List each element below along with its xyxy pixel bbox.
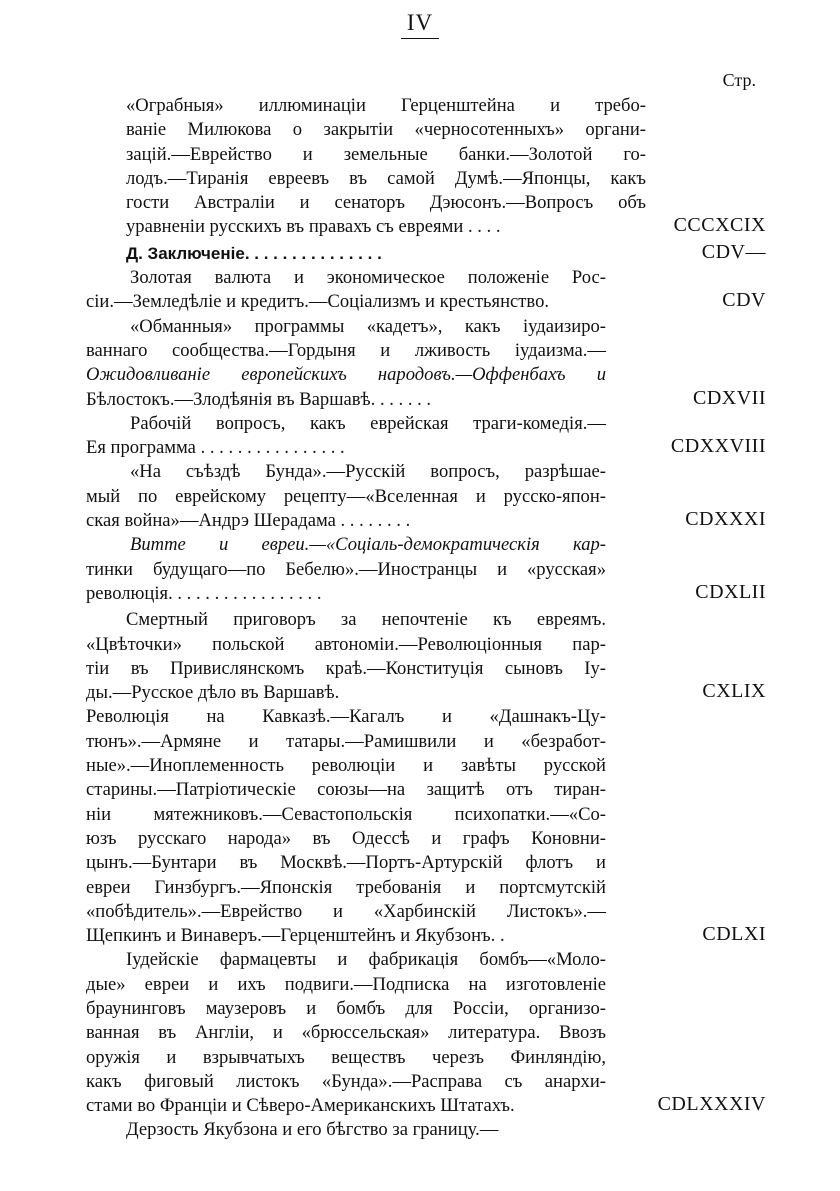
entry-line: Революція на Кавказѣ.—Кагалъ и «Дашнакъ-Цу- (86, 706, 606, 728)
entry-page: CDV— (701, 240, 766, 263)
entry-line: оружія и взрывчатыхъ веществъ черезъ Финляндію, (86, 1046, 606, 1068)
entry-line: Рабочій вопросъ, какъ еврейская траги-комедія.— (130, 412, 606, 434)
entry-line: браунинговъ маузеровъ и бомбъ для Россіи, организо- (86, 997, 606, 1019)
toc-entry (86, 1118, 766, 1142)
entry-line: Смертный приговоръ за непочтеніе къ евреямъ. (126, 609, 606, 631)
entry-line: ные».—Иноплеменность революціи и завѣты русской (86, 755, 606, 777)
page-column-label: Стр. (722, 70, 756, 90)
entry-line: Золотая валюта и экономическое положеніе Рос- (130, 267, 606, 289)
entry-line: Щепкинъ и Винаверъ.—Герценштейнъ и Якубзонъ. . (86, 925, 505, 947)
entry-text (86, 315, 606, 412)
entry-text (86, 533, 606, 606)
entry-line: зацій.—Еврейство и земельные банки.—Золотой го- (126, 143, 646, 165)
section-heading: Д. Заключеніе. . . . . . . . . . . . . . . (126, 243, 382, 263)
entry-page: CDXVII (693, 386, 766, 409)
entry-line: гости Австраліи и сенаторъ Дэюсонъ.—Вопросъ объ (126, 192, 646, 214)
toc-entry (86, 460, 766, 533)
toc-entry (86, 705, 766, 948)
entry-line: старины.—Патріотическіе союзы—на защитѣ отъ тиран- (86, 779, 606, 801)
entry-line: «Обманныя» программы «кадетъ», какъ іудаизиро- (130, 315, 606, 337)
toc-entry (86, 608, 766, 705)
entry-line: Ея программа . . . . . . . . . . . . . . . . (86, 437, 345, 459)
entry-text (86, 94, 646, 240)
entry-line: ваннаго сообщества.—Гордыня и лживость іудаизма.— (86, 339, 606, 361)
entry-text (86, 460, 606, 533)
toc-entry (86, 266, 766, 315)
entry-line: тюнъ».—Армяне и татары.—Рамишвили и «безработ- (86, 730, 606, 752)
entry-page (606, 1141, 766, 1143)
entry-line: какъ фиговый листокъ «Бунда».—Расправа съ анархи- (86, 1070, 606, 1092)
toc-entry (86, 94, 766, 240)
page-number: IV (401, 10, 439, 39)
entry-line: Дерзость Якубзона и его бѣгство за границу.— (126, 1119, 499, 1141)
entry-page: CDLXI (702, 923, 766, 946)
entry-page: CXLIX (702, 680, 766, 703)
entry-line: «На съѣздѣ Бунда».—Русскій вопросъ, разрѣшае- (130, 461, 606, 483)
entry-text (86, 608, 606, 705)
entry-line: лодъ.—Тиранія евреевъ въ самой Думѣ.—Японцы, какъ (126, 167, 646, 189)
toc-entry (86, 948, 766, 1118)
entry-line: Ожидовливаніе европейскихъ народовъ.—Оффенбахъ и (86, 364, 606, 386)
entry-line: ская война»—Андрэ Шерадама . . . . . . . . (86, 510, 411, 532)
entry-page: CDV (722, 289, 766, 312)
entry-line: цынъ.—Бунтари въ Москвѣ.—Портъ-Артурскій флотъ и (86, 852, 606, 874)
entry-line: революція. . . . . . . . . . . . . . . . . (86, 582, 322, 604)
toc-entry (86, 412, 766, 461)
entry-page: CDXXVIII (670, 435, 766, 458)
entry-page: CDXLII (695, 580, 766, 603)
entry-line: стами во Франціи и Сѣверо-Американскихъ Штатахъ. (86, 1095, 515, 1117)
entry-line: тіи въ Привислянскомъ краѣ.—Конституція сыновъ Іу- (86, 657, 606, 679)
table-of-contents (86, 94, 766, 1143)
entry-line: мый по еврейскому рецепту—«Вселенная и русско-япон- (86, 485, 606, 507)
entry-page: CDXXXI (685, 508, 766, 531)
entry-line: ніи мятежниковъ.—Севастопольскія психопатки.—«Со- (86, 803, 606, 825)
entry-line: дые» евреи и ихъ подвиги.—Подписка на изготовленіе (86, 973, 606, 995)
entry-line: «Цвѣточки» польской автономіи.—Революціонныя пар- (86, 633, 606, 655)
entry-text (86, 412, 606, 461)
toc-entry (86, 533, 766, 606)
entry-text (86, 242, 646, 266)
toc-entry (86, 315, 766, 412)
entry-line: ванная въ Англіи, и «брюссельская» литература. Ввозъ (86, 1022, 606, 1044)
entry-line: Витте и евреи.—«Соціаль-демократическія кар- (130, 534, 606, 556)
entry-line: Бѣлостокъ.—Злодѣянія въ Варшавѣ. . . . . . . (86, 388, 432, 410)
toc-entry (86, 240, 766, 266)
entry-line: Іудейскіе фармацевты и фабрикація бомбъ—«Моло- (126, 949, 606, 971)
entry-text (86, 948, 606, 1118)
page-header (0, 10, 840, 39)
entry-line: ды.—Русское дѣло въ Варшавѣ. (86, 682, 340, 704)
entry-text (86, 1118, 606, 1142)
entry-line: уравненіи русскихъ въ правахъ съ евреями . . . . (126, 216, 501, 238)
entry-text (86, 266, 606, 315)
entry-line: «побѣдитель».—Еврейство и «Харбинскій Листокъ».— (86, 900, 606, 922)
entry-line: юзъ русскаго народа» въ Одессѣ и графъ Коновни- (86, 827, 606, 849)
entry-line: тинки будущаго—по Бебелю».—Иностранцы и «русская» (86, 558, 606, 580)
entry-page: CDLXXXIV (657, 1093, 766, 1116)
entry-line: евреи Гинзбургъ.—Японскія требованія и портсмутскій (86, 876, 606, 898)
entry-line: «Ограбныя» иллюминаціи Герценштейна и требо- (126, 95, 646, 116)
entry-text (86, 705, 606, 948)
entry-line: сіи.—Земледѣліе и кредитъ.—Соціализмъ и крестьянство. (86, 291, 550, 313)
entry-page: CCCXCIX (673, 214, 766, 237)
entry-line: ваніе Милюкова о закрытіи «черносотенныхъ» органи- (126, 119, 646, 141)
